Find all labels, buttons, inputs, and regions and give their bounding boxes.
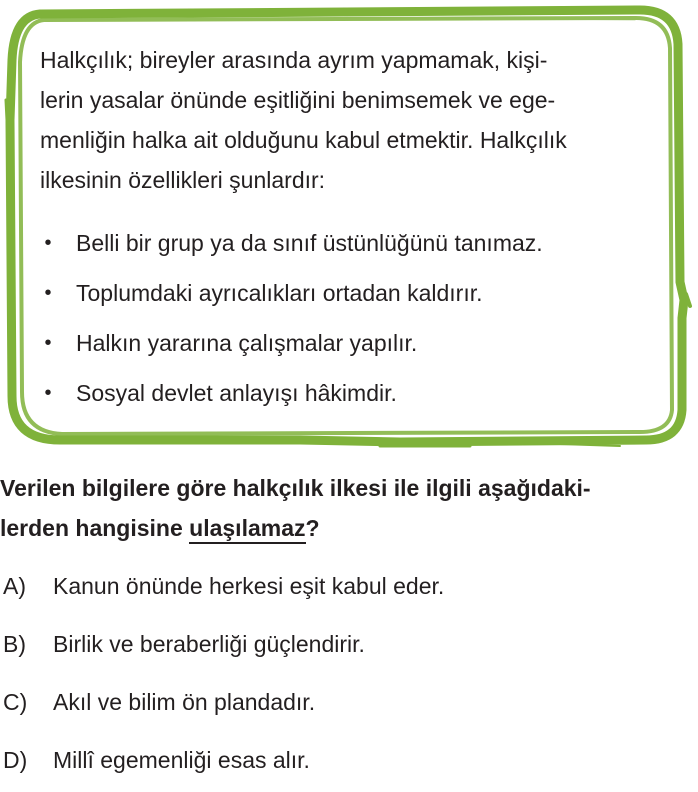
- info-line-1: Halkçılık; bireyler arasında ayrım yapmamak, kişi-: [40, 47, 548, 73]
- option-text: Kanun önünde herkesi eşit kabul eder.: [53, 573, 445, 599]
- features-list: [40, 218, 652, 418]
- question-underlined-word: ulaşılamaz: [189, 515, 305, 544]
- question-text: [0, 468, 698, 548]
- list-item-text: Halkın yararına çalışmalar yapılır.: [76, 330, 418, 356]
- info-line-2: lerin yasalar önünde eşitliğini benimsemek ve ege-: [40, 87, 556, 113]
- list-item-text: Toplumdaki ayrıcalıkları ortadan kaldırır.: [76, 280, 483, 306]
- list-item: [40, 218, 652, 268]
- option-a[interactable]: [0, 560, 698, 618]
- option-d[interactable]: [0, 734, 698, 792]
- bullet-icon: •: [44, 232, 52, 254]
- option-b[interactable]: [0, 618, 698, 676]
- option-letter: A): [3, 573, 26, 599]
- question-line-2-prefix: lerden hangisine: [0, 515, 190, 541]
- question-line-2-suffix: ?: [305, 515, 320, 541]
- list-item: [40, 318, 652, 368]
- option-letter: D): [3, 747, 28, 773]
- option-text: Birlik ve beraberliği güçlendirir.: [53, 631, 365, 657]
- option-letter: C): [3, 689, 28, 715]
- option-c[interactable]: [0, 676, 698, 734]
- list-item: [40, 268, 652, 318]
- bullet-icon: •: [44, 332, 52, 354]
- question-line-1: Verilen bilgilere göre halkçılık ilkesi ile ilgili aşağıdaki-: [0, 475, 591, 501]
- list-item: [40, 368, 652, 418]
- info-line-3: menliğin halka ait olduğunu kabul etmektir. Halkçılık: [40, 127, 567, 153]
- answer-options: [0, 560, 698, 792]
- bullet-icon: •: [44, 282, 52, 304]
- option-text: Millî egemenliği esas alır.: [53, 747, 310, 773]
- option-letter: B): [3, 631, 26, 657]
- list-item-text: Sosyal devlet anlayışı hâkimdir.: [76, 380, 397, 406]
- bullet-icon: •: [44, 382, 52, 404]
- info-line-4: ilkesinin özellikleri şunlardır:: [40, 167, 326, 193]
- list-item-text: Belli bir grup ya da sınıf üstünlüğünü tanımaz.: [76, 230, 543, 256]
- option-text: Akıl ve bilim ön plandadır.: [53, 689, 316, 715]
- info-paragraph: [40, 40, 652, 200]
